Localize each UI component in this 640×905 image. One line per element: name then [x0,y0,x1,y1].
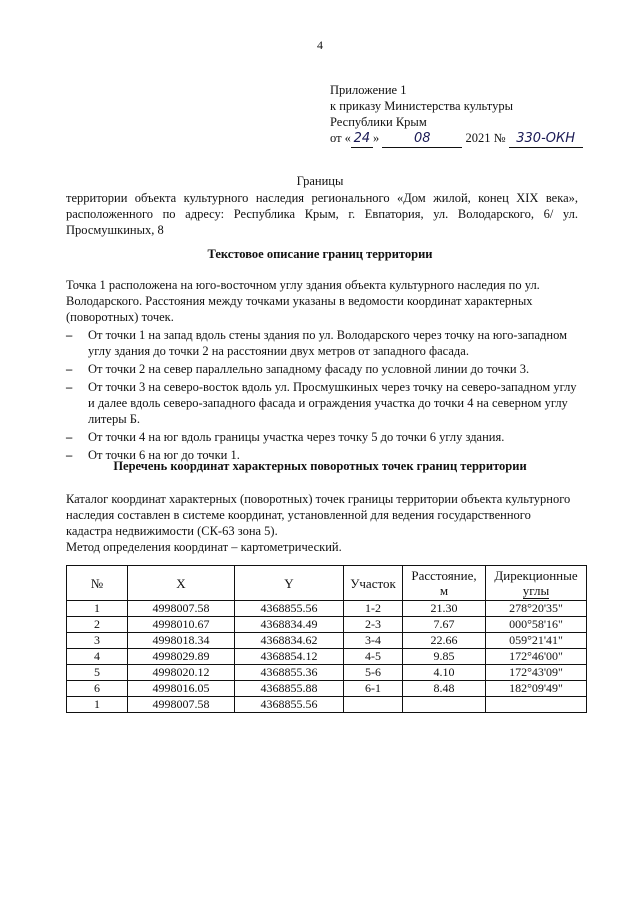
header-x: X [128,566,235,601]
appendix-date-line [330,130,583,148]
cell-y: 4368855.56 [235,601,344,617]
cell-section: 6-1 [344,681,403,697]
section2-heading: Перечень координат характерных поворотных точек границ территории [113,459,527,473]
cell-distance: 4.10 [403,665,486,681]
list-item: – От точки 1 на запад вдоль стены здания по ул. Володарского через точку на юго-западном углу здания до точки 2 на расстоянии двух метров от западного фасада. [66,327,578,359]
cell-angle: 278°20'35" [486,601,587,617]
cell-x: 4998016.05 [128,681,235,697]
date-day: 24 [351,131,373,148]
table-row [67,601,587,617]
section1-body [66,277,578,465]
cell-section: 4-5 [344,649,403,665]
date-year: 2021 № [465,131,506,145]
cell-distance: 21.30 [403,601,486,617]
order-number: 330-ОКН [509,131,583,148]
header-num: № [67,566,128,601]
cell-x: 4998029.89 [128,649,235,665]
cell-num: 1 [67,697,128,713]
list-item: – От точки 3 на северо-восток вдоль ул. Просмушкиных через точку на северо-западном углу и далее вдоль северо-западного фасада и ограждения участка до точки 4 на северном углу литеры Б. [66,379,578,427]
cell-distance: 9.85 [403,649,486,665]
cell-num: 6 [67,681,128,697]
date-prefix: от « [330,131,351,145]
table-row [67,649,587,665]
cell-angle: 182°09'49" [486,681,587,697]
cell-num: 5 [67,665,128,681]
cell-x: 4998007.58 [128,601,235,617]
header-y: Y [235,566,344,601]
header-distance [403,566,486,601]
section1-intro: Точка 1 расположена на юго-восточном углу здания объекта культурного наследия по ул. Володарского. Расстояния между точками указаны в ведомости координат характерных (поворотных) точек. [66,278,540,324]
header-distance-main: Расстояние, [411,568,477,583]
cell-x: 4998018.34 [128,633,235,649]
table-row [67,633,587,649]
cell-distance [403,697,486,713]
cell-section: 5-6 [344,665,403,681]
appendix-line-1: Приложение 1 [330,83,407,97]
cell-x: 4998007.58 [128,697,235,713]
appendix-line-3: Республики Крым [330,115,427,129]
header-direction-main: Дирекционные [494,567,578,583]
table-row [67,665,587,681]
header-section: Участок [344,566,403,601]
cell-section: 2-3 [344,617,403,633]
cell-angle: 172°46'00" [486,649,587,665]
document-subtitle: территории объекта культурного наследия регионального «Дом жилой, конец XIX века», расположенного по адресу: Республика Крым, г. Евпатория, ул. Володарского, 6/ ул. Просмушкиных, 8 [66,191,578,237]
table-header-row [67,566,587,601]
header-direction [486,566,587,601]
cell-y: 4368854.12 [235,649,344,665]
page-number: 4 [317,38,323,52]
cell-y: 4368855.56 [235,697,344,713]
cell-angle: 059°21'41" [486,633,587,649]
list-item: – От точки 4 на юг вдоль границы участка через точку 5 до точки 6 углу здания. [66,429,578,445]
method-text: Метод определения координат – картометрический. [66,540,342,554]
date-mid: » [372,131,380,145]
cell-y: 4368855.36 [235,665,344,681]
section1-heading: Текстовое описание границ территории [207,247,433,261]
table-row [67,681,587,697]
table-row [67,697,587,713]
cell-distance: 7.67 [403,617,486,633]
cell-y: 4368834.62 [235,633,344,649]
cell-x: 4998010.67 [128,617,235,633]
cell-angle: 172°43'09" [486,665,587,681]
cell-distance: 8.48 [403,681,486,697]
boundary-list [66,327,578,463]
document-title: Границы [296,174,344,188]
list-item: – От точки 2 на север параллельно западному фасаду по условной линии до точки 3. [66,361,578,377]
coordinates-table [66,565,587,713]
table-row [67,617,587,633]
cell-section: 1-2 [344,601,403,617]
cell-num: 2 [67,617,128,633]
cell-section [344,697,403,713]
cell-distance: 22.66 [403,633,486,649]
cell-y: 4368834.49 [235,617,344,633]
cell-angle [486,697,587,713]
date-month: 08 [382,131,462,148]
header-distance-unit: м [439,583,449,598]
cell-num: 1 [67,601,128,617]
appendix-block [330,82,583,148]
cell-y: 4368855.88 [235,681,344,697]
cell-angle: 000°58'16" [486,617,587,633]
header-direction-unit: углы [522,582,550,598]
section2-body [66,491,578,555]
cell-num: 4 [67,649,128,665]
cell-x: 4998020.12 [128,665,235,681]
cell-section: 3-4 [344,633,403,649]
catalog-text: Каталог координат характерных (поворотных) точек границы территории объекта культурного наследия составлен в системе координат, установленной для ведения государственного кадастра недвижимости (СК-63 зона 5). [66,492,571,538]
list-item: – От точки 6 на юг до точки 1. [66,447,578,463]
cell-num: 3 [67,633,128,649]
appendix-line-2: к приказу Министерства культуры [330,99,513,113]
